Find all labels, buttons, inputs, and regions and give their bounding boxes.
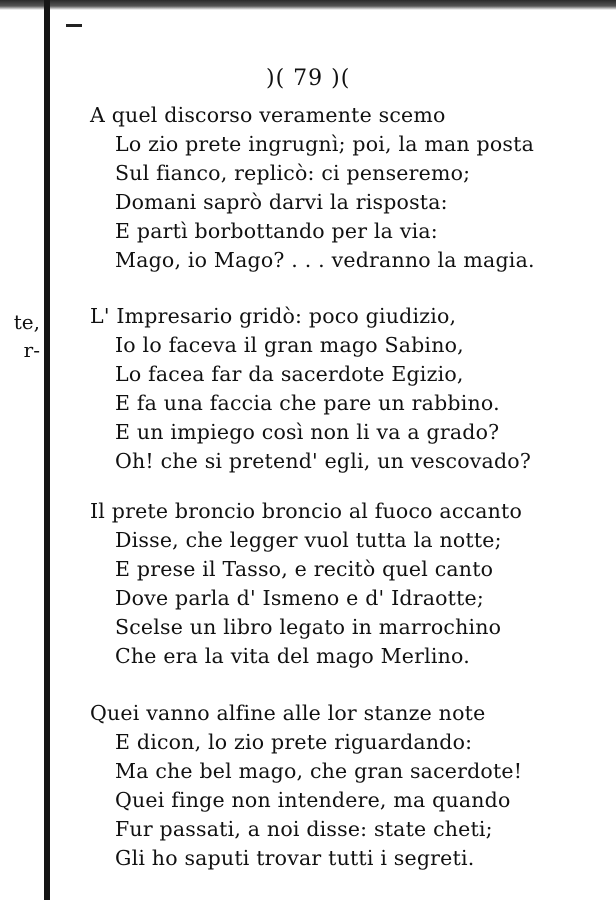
verse-line: Oh! che si pretend' egli, un vescovado? <box>115 449 532 473</box>
verse-line: E un impiego così non li va a grado? <box>115 420 500 444</box>
verse-line: E prese il Tasso, e recitò quel canto <box>115 557 494 581</box>
gutter-mark <box>66 24 82 27</box>
previous-page-line: r- <box>23 338 40 362</box>
page-number: )( 79 )( <box>266 66 351 91</box>
verse-line: L' Impresario gridò: poco giudizio, <box>90 304 457 328</box>
verse-line: Lo zio prete ingrugnì; poi, la man posta <box>115 132 534 156</box>
verse-line: Gli ho saputi trovar tutti i segreti. <box>115 846 475 870</box>
previous-page-line: te, <box>13 310 40 334</box>
scan-top-edge <box>0 0 616 10</box>
verse-line: Fur passati, a noi disse: state cheti; <box>115 817 493 841</box>
verse-line: E partì borbottando per la via: <box>115 219 438 243</box>
verse-line: E dicon, lo zio prete riguardando: <box>115 730 473 754</box>
verse-line: A quel discorso veramente scemo <box>90 103 446 127</box>
verse-line: Io lo faceva il gran mago Sabino, <box>115 333 464 357</box>
verse-line: Il prete broncio broncio al fuoco accanto <box>90 499 522 523</box>
stanza-3 <box>0 497 560 671</box>
verse-line: Domani saprò darvi la risposta: <box>115 190 448 214</box>
stanza-4 <box>0 699 560 873</box>
verse-line: Dove parla d' Ismeno e d' Idraotte; <box>115 586 484 610</box>
stanza-1 <box>0 101 560 275</box>
stanza-2 <box>0 302 560 476</box>
verse-line: Lo facea far da sacerdote Egizio, <box>115 362 464 386</box>
verse-line: Sul fianco, replicò: ci penseremo; <box>115 161 471 185</box>
verse-line: Quei finge non intendere, ma quando <box>115 788 511 812</box>
verse-line: Disse, che legger vuol tutta la notte; <box>115 528 502 552</box>
verse-line: Scelse un libro legato in marrochino <box>115 615 502 639</box>
verse-line: E fa una faccia che pare un rabbino. <box>115 391 500 415</box>
verse-line: Quei vanno alfine alle lor stanze note <box>90 701 486 725</box>
verse-line: Ma che bel mago, che gran sacerdote! <box>115 759 523 783</box>
verse-line: Che era la vita del mago Merlino. <box>115 644 470 668</box>
verse-line: Mago, io Mago? . . . vedranno la magia. <box>115 248 535 272</box>
